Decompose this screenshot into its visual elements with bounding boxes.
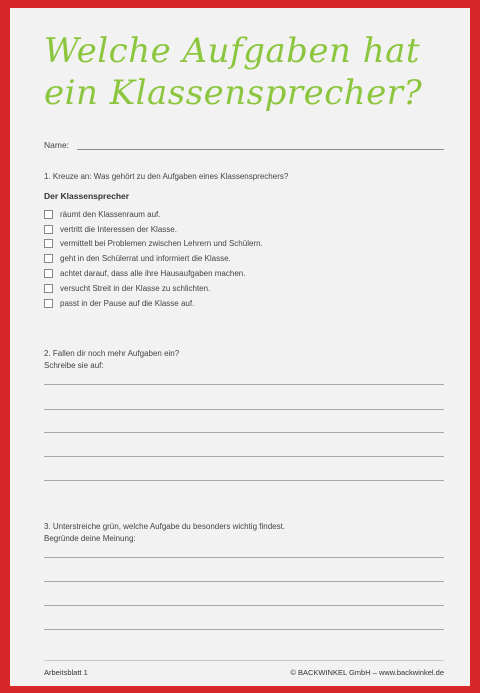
question-2: [44, 348, 179, 372]
list-item: [44, 266, 263, 281]
list-item: [44, 296, 263, 311]
answer-line[interactable]: [44, 557, 444, 558]
checkbox[interactable]: [44, 239, 53, 248]
footer-divider: [44, 660, 444, 661]
checkbox[interactable]: [44, 225, 53, 234]
list-item: [44, 251, 263, 266]
answer-line[interactable]: [44, 409, 444, 410]
list-item: [44, 237, 263, 252]
item-label: passt in der Pause auf die Klasse auf.: [60, 298, 195, 308]
footer-copyright: © BACKWINKEL GmbH – www.backwinkel.de: [290, 668, 444, 677]
name-field[interactable]: [77, 142, 444, 150]
item-label: vermittelt bei Problemen zwischen Lehrern und Schülern.: [60, 239, 263, 249]
checkbox[interactable]: [44, 254, 53, 263]
title-line-2: ein Klassensprecher?: [44, 73, 423, 113]
question-1: 1. Kreuze an: Was gehört zu den Aufgaben eines Klassensprechers?: [44, 172, 289, 181]
item-label: versucht Streit in der Klasse zu schlichten.: [60, 283, 211, 293]
subheading: Der Klassensprecher: [44, 191, 130, 201]
footer-sheet-label: Arbeitsblatt 1: [44, 668, 88, 677]
question-3: [44, 521, 285, 545]
worksheet-title: [44, 30, 422, 114]
worksheet: [10, 8, 470, 686]
checkbox-list: [44, 207, 263, 311]
name-row: [44, 140, 444, 150]
checkbox[interactable]: [44, 299, 53, 308]
answer-line[interactable]: [44, 432, 444, 433]
list-item: [44, 281, 263, 296]
item-label: geht in den Schülerrat und informiert die Klasse.: [60, 254, 231, 264]
item-label: räumt den Klassenraum auf.: [60, 209, 161, 219]
checkbox[interactable]: [44, 210, 53, 219]
name-label: Name:: [44, 140, 70, 150]
item-label: achtet darauf, dass alle ihre Hausaufgaben machen.: [60, 269, 246, 279]
title-line-1: Welche Aufgaben hat: [44, 31, 421, 71]
list-item: [44, 207, 263, 222]
question-3-line-1: 3. Unterstreiche grün, welche Aufgabe du besonders wichtig findest.: [44, 522, 286, 531]
list-item: [44, 222, 263, 237]
answer-line[interactable]: [44, 456, 444, 457]
answer-line[interactable]: [44, 480, 444, 481]
checkbox[interactable]: [44, 284, 53, 293]
checkbox[interactable]: [44, 269, 53, 278]
question-3-line-2: Begründe deine Meinung:: [44, 534, 136, 543]
answer-line[interactable]: [44, 384, 444, 385]
answer-line[interactable]: [44, 605, 444, 606]
answer-line[interactable]: [44, 629, 444, 630]
question-2-line-2: Schreibe sie auf:: [44, 361, 104, 370]
item-label: vertritt die Interessen der Klasse.: [60, 224, 177, 234]
question-2-line-1: 2. Fallen dir noch mehr Aufgaben ein?: [44, 349, 180, 358]
answer-line[interactable]: [44, 581, 444, 582]
